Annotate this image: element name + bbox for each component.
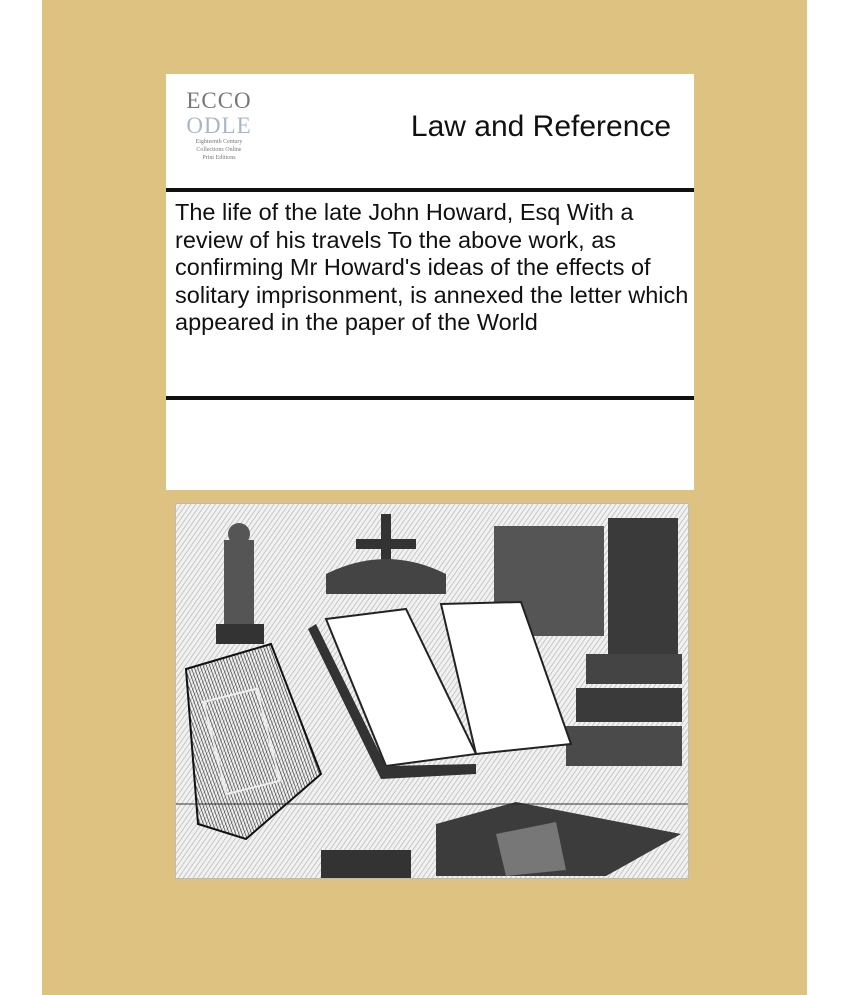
top-rule [166,188,694,192]
logo-mark-top: ECCO [186,88,252,113]
logo-line-3: Print Editions [202,155,236,161]
book-title: The life of the late John Howard, Esq With a review of his travels To the above work, as confirming Mr Howard's ideas of the effects of solitary imprisonment, is annexed the letter which appeared in the paper of the World [175,199,689,335]
bottom-rule [166,396,694,400]
logo-mark-bottom: ODLE [186,113,252,138]
logo-line-2: Collections Online [196,147,242,153]
ecco-logo [178,86,260,186]
cover-engraving-image [175,503,689,879]
cover-text-panel [166,74,694,490]
series-label: Law and Reference [410,110,672,143]
logo-line-1: Eighteenth Century [195,139,243,145]
